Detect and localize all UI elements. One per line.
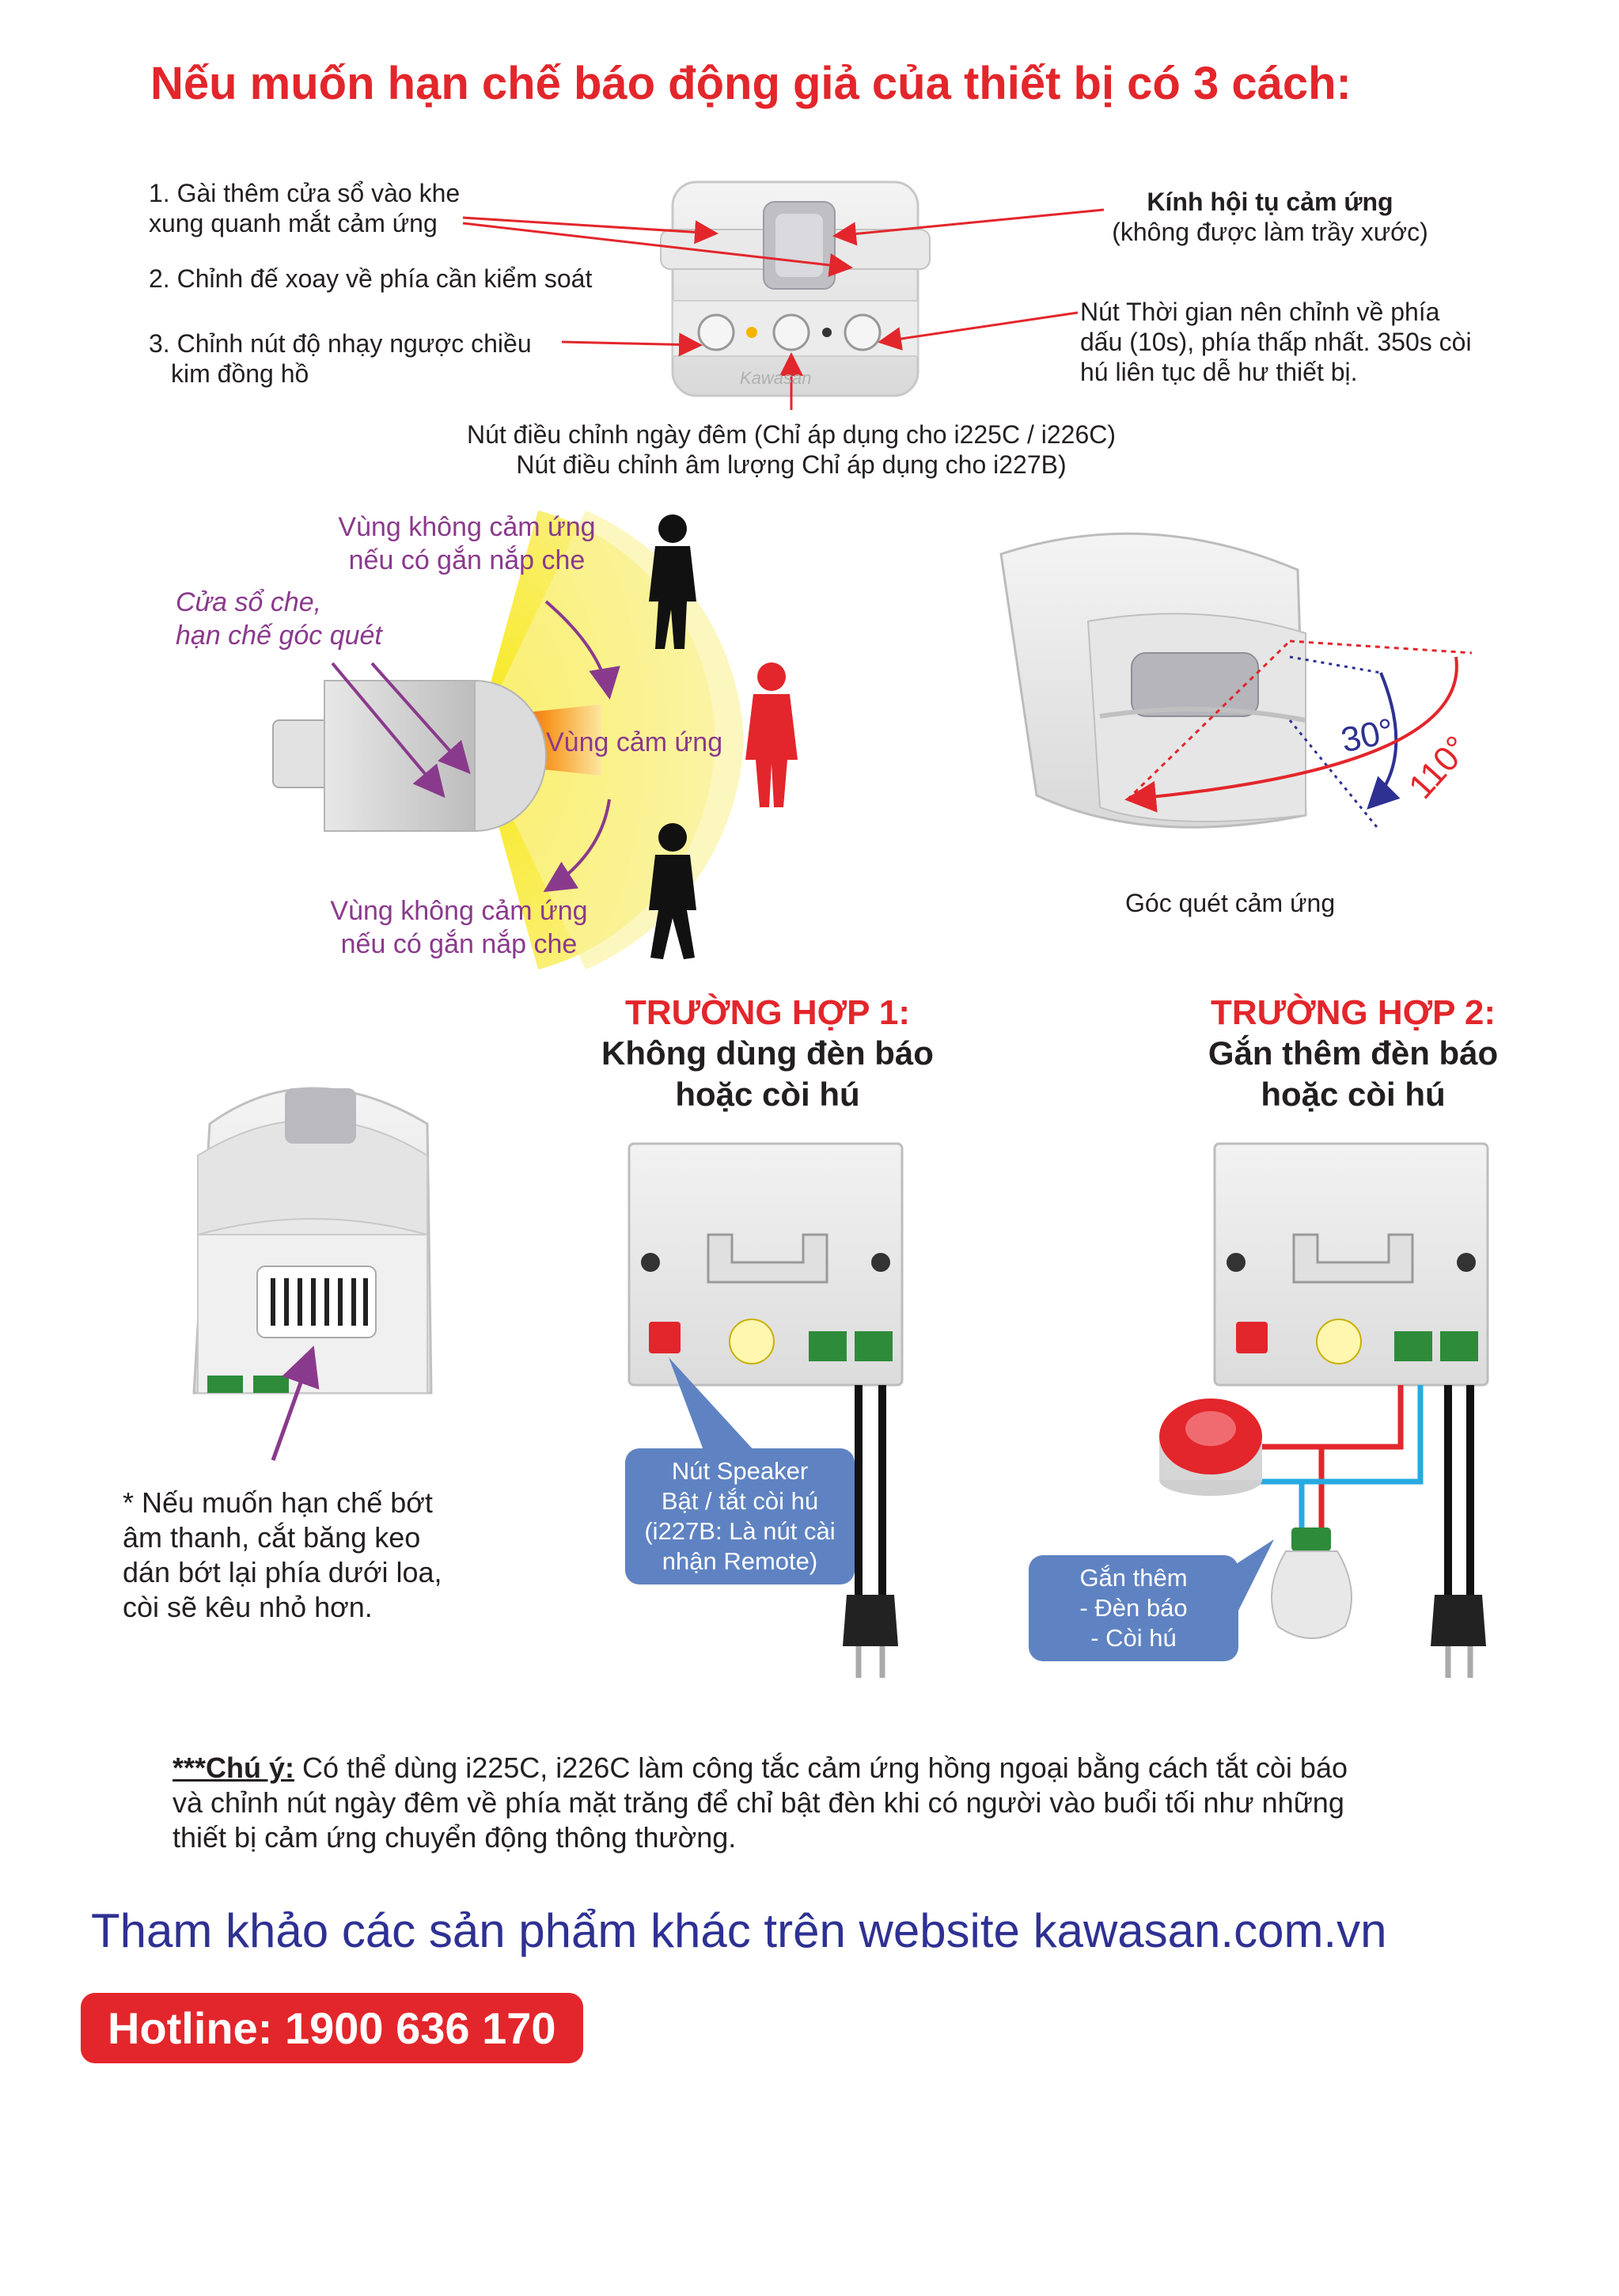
method-1 bbox=[149, 178, 460, 238]
method-2: 2. Chỉnh đế xoay về phía cần kiểm soát bbox=[149, 264, 593, 293]
sensor-angle-view bbox=[1001, 533, 1472, 827]
sensor-speaker-view bbox=[194, 1088, 431, 1460]
time-knob-line-2: dấu (10s), phía thấp nhất. 350s còi bbox=[1080, 328, 1472, 356]
no-sense-bottom-line-2: nếu có gắn nắp che bbox=[340, 929, 578, 959]
add-light-siren-callout bbox=[1029, 1555, 1238, 1661]
case1-callout-line-4: nhận Remote) bbox=[662, 1547, 818, 1575]
case2-line-1: Gắn thêm đèn báo bbox=[1208, 1034, 1499, 1072]
day-night-line-2: Nút điều chỉnh âm lượng Chỉ áp dụng cho i227B) bbox=[516, 450, 1067, 479]
sensor-front-view bbox=[661, 182, 930, 396]
window-cover-line-1: Cửa sổ che, bbox=[176, 587, 322, 617]
time-knob-line-1: Nút Thời gian nên chỉnh về phía bbox=[1080, 298, 1440, 326]
case2-callout-line-2: - Đèn báo bbox=[1079, 1594, 1188, 1622]
angle-110-label: 110° bbox=[1401, 728, 1477, 806]
lens-label bbox=[1092, 187, 1448, 247]
case1-callout-line-3: (i227B: Là nút cài bbox=[644, 1517, 836, 1545]
angle-30-label: 30° bbox=[1337, 711, 1397, 761]
footnote-line-2: và chỉnh nút ngày đêm về phía mặt trăng để chỉ bật đèn khi có người vào buổi tối như những bbox=[173, 1786, 1344, 1819]
window-cover-line-2: hạn chế góc quét bbox=[176, 620, 382, 651]
case1-controller-box bbox=[629, 1144, 902, 1678]
time-knob-note bbox=[1080, 297, 1507, 387]
case1-heading: TRƯỜNG HỢP 1: bbox=[624, 993, 911, 1032]
person-silhouette-red bbox=[745, 662, 798, 807]
footnote-line-1 bbox=[173, 1751, 1518, 1786]
no-sense-zone-bottom-label bbox=[309, 894, 609, 961]
speaker-button-callout bbox=[625, 1448, 855, 1584]
speaker-volume-note bbox=[123, 1486, 471, 1625]
no-sense-bottom-line-1: Vùng không cảm ứng bbox=[330, 896, 588, 926]
case2-callout-line-3: - Còi hú bbox=[1090, 1624, 1177, 1652]
case1-callout-line-1: Nút Speaker bbox=[671, 1457, 809, 1485]
method-3-line-1: 3. Chỉnh nút độ nhạy ngược chiều bbox=[149, 329, 532, 358]
case2-line-2: hoặc còi hú bbox=[1261, 1076, 1446, 1113]
speaker-note-line-2: âm thanh, cắt băng keo bbox=[123, 1521, 421, 1554]
hotline-badge: Hotline: 1900 636 170 bbox=[81, 1993, 583, 2063]
case1-line-2: hoặc còi hú bbox=[675, 1076, 860, 1113]
page-title: Nếu muốn hạn chế báo động giả của thiết bị có 3 cách: bbox=[150, 58, 1352, 109]
no-sense-top-line-2: nếu có gắn nắp che bbox=[348, 545, 586, 575]
speaker-note-line-3: dán bớt lại phía dưới loa, bbox=[123, 1556, 442, 1588]
case1-header bbox=[554, 993, 981, 1115]
method-1-line-2: xung quanh mắt cảm ứng bbox=[149, 209, 438, 237]
lens-title: Kính hội tụ cảm ứng bbox=[1147, 188, 1393, 216]
footnote-line-3: thiết bị cảm ứng chuyển động thông thường. bbox=[173, 1821, 737, 1854]
scan-angle-caption: Góc quét cảm ứng bbox=[1125, 889, 1336, 917]
no-sense-zone-top-label bbox=[317, 510, 617, 577]
website-promo: Tham khảo các sản phẩm khác trên website kawasan.com.vn bbox=[91, 1904, 1387, 1957]
attention-footnote bbox=[173, 1751, 1518, 1855]
window-cover-label bbox=[176, 586, 382, 652]
lens-subtitle: (không được làm trầy xước) bbox=[1112, 218, 1428, 246]
case1-callout-line-2: Bật / tắt còi hú bbox=[661, 1487, 819, 1515]
method-3 bbox=[149, 328, 532, 389]
footnote-text-1: Có thể dùng i225C, i226C làm công tắc cảm ứng hồng ngoại bằng cách tắt còi báo bbox=[294, 1751, 1348, 1784]
day-night-line-1: Nút điều chỉnh ngày đêm (Chỉ áp dụng cho i225C / i226C) bbox=[466, 420, 1117, 449]
case2-heading: TRƯỜNG HỢP 2: bbox=[1210, 993, 1496, 1032]
no-sense-top-line-1: Vùng không cảm ứng bbox=[338, 512, 596, 542]
time-knob-line-3: hú liên tục dễ hư thiết bị. bbox=[1080, 358, 1358, 386]
sense-zone-label: Vùng cảm ứng bbox=[546, 727, 723, 757]
method-1-line-1: 1. Gài thêm cửa sổ vào khe bbox=[149, 179, 461, 207]
day-night-knob-note bbox=[380, 419, 1203, 480]
device-brand-label: Kawasan bbox=[740, 368, 812, 388]
method-3-line-2: kim đồng hồ bbox=[171, 359, 309, 388]
case1-line-1: Không dùng đèn báo bbox=[601, 1034, 934, 1072]
speaker-note-line-4: còi sẽ kêu nhỏ hơn. bbox=[123, 1591, 373, 1623]
speaker-note-line-1: * Nếu muốn hạn chế bớt bbox=[123, 1486, 433, 1519]
case2-header bbox=[1139, 993, 1567, 1115]
footnote-label: ***Chú ý: bbox=[173, 1751, 295, 1784]
case2-callout-line-1: Gắn thêm bbox=[1079, 1564, 1188, 1592]
